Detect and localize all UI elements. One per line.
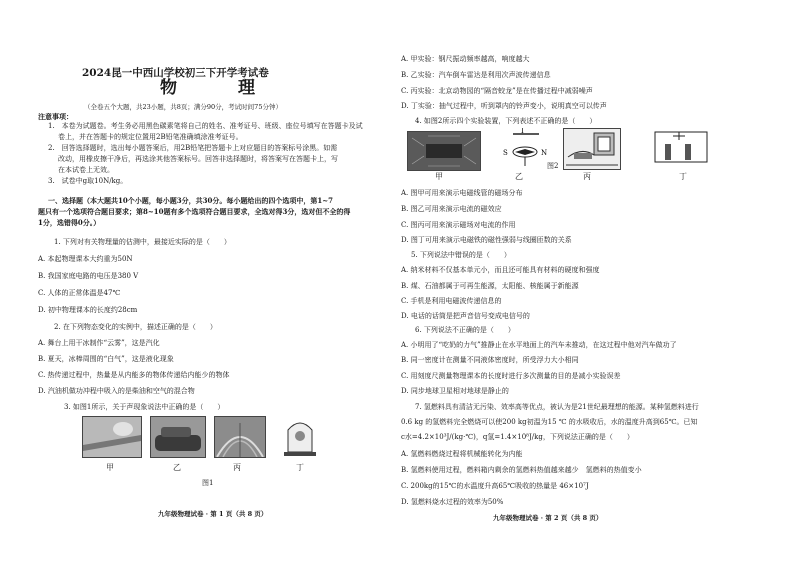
q3-option-a: A. 甲实验：钢尺振动频率越高，响度越大 bbox=[401, 55, 530, 63]
q2-option-a: A. 舞台上用干冰制作“云雾”，这是汽化 bbox=[38, 339, 160, 347]
question-4: 4. 如图2所示四个实验装置，下列表述不正确的是（ ） bbox=[415, 117, 597, 125]
question-7: c水=4.2×10³J/(kg·℃)，q氢=1.4×10⁸J/kg，下列说法正确的是（ ） bbox=[401, 433, 634, 441]
notice-title: 注意事项： bbox=[38, 112, 73, 121]
figure1-label-ding: 丁 bbox=[296, 463, 304, 472]
svg-text:S: S bbox=[503, 149, 508, 157]
q6-option-c: C. 用刻度尺测量物理课本的长度时进行多次测量的目的是减小实验误差 bbox=[401, 372, 621, 380]
notice-line: 2. 回答选择题时，选出每小题答案后，用2B铅笔把答题卡上对应题目的答案标号涂黑。如需 bbox=[48, 144, 338, 152]
question-7: 7. 氢燃料具有清洁无污染、效率高等优点，被认为是21世纪最理想的能源。某种氢燃料进行 bbox=[415, 403, 699, 411]
q3-option-b: B. 乙实验：汽车倒车雷达是利用次声波传递信息 bbox=[401, 71, 551, 79]
notice-line: 1. 本卷为试题卷。考生务必用黑色碳素笔将自己的姓名、准考证号、班级、座位号填写在答题卡及试 bbox=[48, 122, 363, 130]
q2-option-b: B. 夏天，冰棒周围的“白气”，这是液化现象 bbox=[38, 355, 174, 363]
figure1-caption: 图1 bbox=[202, 479, 214, 487]
figure2-iron-filings bbox=[407, 131, 481, 171]
question-6: 6. 下列说法不正确的是（ ） bbox=[415, 326, 515, 334]
q6-option-d: D. 同步地球卫星相对地球是静止的 bbox=[401, 387, 509, 395]
q5-option-c: C. 手机是利用电磁波传递信息的 bbox=[401, 297, 502, 305]
q1-option-d: D. 初中物理课本的长度约28cm bbox=[38, 306, 138, 314]
q2-option-c: C. 热传递过程中，热量是从内能多的物体传递给内能少的物体 bbox=[38, 371, 230, 379]
q5-option-d: D. 电话的话筒是把声音信号变成电信号的 bbox=[401, 312, 530, 320]
q7-option-c: C. 200kg的15℃的水温度升高65℃吸收的热量是 46×10⁷J bbox=[401, 482, 589, 490]
question-2: 2. 在下列物态变化的实例中，描述正确的是（ ） bbox=[54, 323, 217, 331]
page1-footer: 九年级物理试卷 · 第 1 页（共 8 页） bbox=[158, 510, 268, 518]
figure2-label-yi: 乙 bbox=[515, 172, 523, 181]
exam-info: （全卷五个大题，共23小题，共8页；满分90分，考试时间75分钟） bbox=[84, 103, 282, 111]
q1-option-b: B. 我国家庭电路的电压是380 V bbox=[38, 272, 139, 280]
figure2-label-jia: 甲 bbox=[435, 172, 443, 181]
notice-line: 3. 试卷中g取10N/kg。 bbox=[48, 177, 128, 185]
q7-option-d: D. 氢燃料烧水过程的效率为50% bbox=[401, 498, 504, 506]
question-1: 1. 下列对有关物理量的估测中，最接近实际的是（ ） bbox=[54, 238, 231, 246]
q4-option-b: B. 图乙可用来演示电流的磁效应 bbox=[401, 205, 502, 213]
question-3: 3. 如图1所示，关于声现象说法中正确的是（ ） bbox=[64, 403, 225, 411]
figure2-compass-wire bbox=[497, 128, 551, 168]
svg-text:N: N bbox=[541, 149, 548, 157]
q1-option-c: C. 人体的正常体温是47℃ bbox=[38, 289, 121, 297]
figure2-label-bing: 丙 bbox=[583, 172, 591, 181]
figure1-tunnel-photo bbox=[214, 416, 266, 458]
notice-line: 在本试卷上无效。 bbox=[58, 166, 114, 174]
figure1-bell-jar bbox=[282, 416, 318, 458]
q7-option-b: B. 氢燃料使用过程，燃料箱内剩余的氢燃料热值越来越少 氢燃料的热值变小 bbox=[401, 466, 642, 474]
q2-option-d: D. 汽油机做功冲程中吸入的是柴油和空气的混合物 bbox=[38, 387, 195, 395]
section1-intro: 1分，选错得0分。） bbox=[38, 218, 101, 227]
figure1-label-yi: 乙 bbox=[173, 463, 181, 472]
q4-option-d: D. 图丁可用来演示电磁铁的磁性强弱与线圈匝数的关系 bbox=[401, 236, 572, 244]
q1-option-a: A. 本起物理课本大约重为50N bbox=[38, 255, 133, 263]
subject-title: 物 理 bbox=[160, 78, 277, 98]
notice-line: 改动，用橡皮擦干净后，再选涂其他答案标号。回答非选择题时，将答案写在答题卡上，写 bbox=[58, 155, 338, 163]
q3-option-c: C. 丙实验：北京动物园的“隔音蛟龙”是在传播过程中减弱噪声 bbox=[401, 87, 593, 95]
q3-option-d: D. 丁实验：抽气过程中，听到罩内的铃声变小，说明真空可以传声 bbox=[401, 102, 607, 110]
q6-option-b: B. 同一密度计在测量不同液体密度时，所受浮力大小相同 bbox=[401, 356, 579, 364]
exam-title: 2024昆一中西山学校初三下开学考试卷 bbox=[82, 67, 269, 79]
figure2-magnet-rod bbox=[563, 128, 621, 170]
question-5: 5. 下列说法中错误的是（ ） bbox=[411, 251, 511, 259]
notice-line: 卷上，并在答题卡的规定位置用2B铅笔准确填涂准考证号。 bbox=[58, 133, 243, 141]
q6-option-a: A. 小明用了“吃奶的力气”推静止在水平地面上的汽车未推动，在这过程中他对汽车做功了 bbox=[401, 341, 677, 349]
page-2 bbox=[397, 0, 794, 561]
figure2-caption: 图2 bbox=[547, 162, 559, 170]
svg-text:I: I bbox=[521, 128, 524, 135]
section1-intro: 题只有一个选项符合题目要求；第8~10题有多个选项符合题目要求，全选对得3分，选对但不全的得 bbox=[38, 207, 351, 216]
figure2-label-ding: 丁 bbox=[679, 172, 687, 181]
page2-footer: 九年级物理试卷 · 第 2 页（共 8 页） bbox=[493, 514, 603, 522]
figure1-label-jia: 甲 bbox=[106, 463, 114, 472]
figure1-car-photo bbox=[150, 416, 206, 458]
section1-intro: 一、选择题（本大题共10个小题，每小题3分，共30分。每小题给出的四个选项中，第1~7 bbox=[48, 196, 333, 205]
figure1-ruler-photo bbox=[82, 416, 142, 458]
q4-option-c: C. 图丙可用来演示磁场对电流的作用 bbox=[401, 221, 516, 229]
q4-option-a: A. 图甲可用来演示电磁线管的磁场分布 bbox=[401, 189, 523, 197]
q5-option-b: B. 煤、石油都属于可再生能源，太阳能、核能属于新能源 bbox=[401, 282, 579, 290]
figure2-electromagnet-circuit bbox=[651, 128, 711, 168]
q7-option-a: A. 氢燃料燃烧过程将机械能转化为内能 bbox=[401, 450, 523, 458]
question-7: 0.6 kg 的氢燃料完全燃烧可以使200 kg初温为15 ℃ 的水吸收后，水的温度升高到65℃。已知 bbox=[401, 418, 698, 426]
figure1-label-bing: 丙 bbox=[233, 463, 241, 472]
q5-option-a: A. 纳米材料不仅基本单元小，而且还可能具有材料的硬度和强度 bbox=[401, 266, 600, 274]
